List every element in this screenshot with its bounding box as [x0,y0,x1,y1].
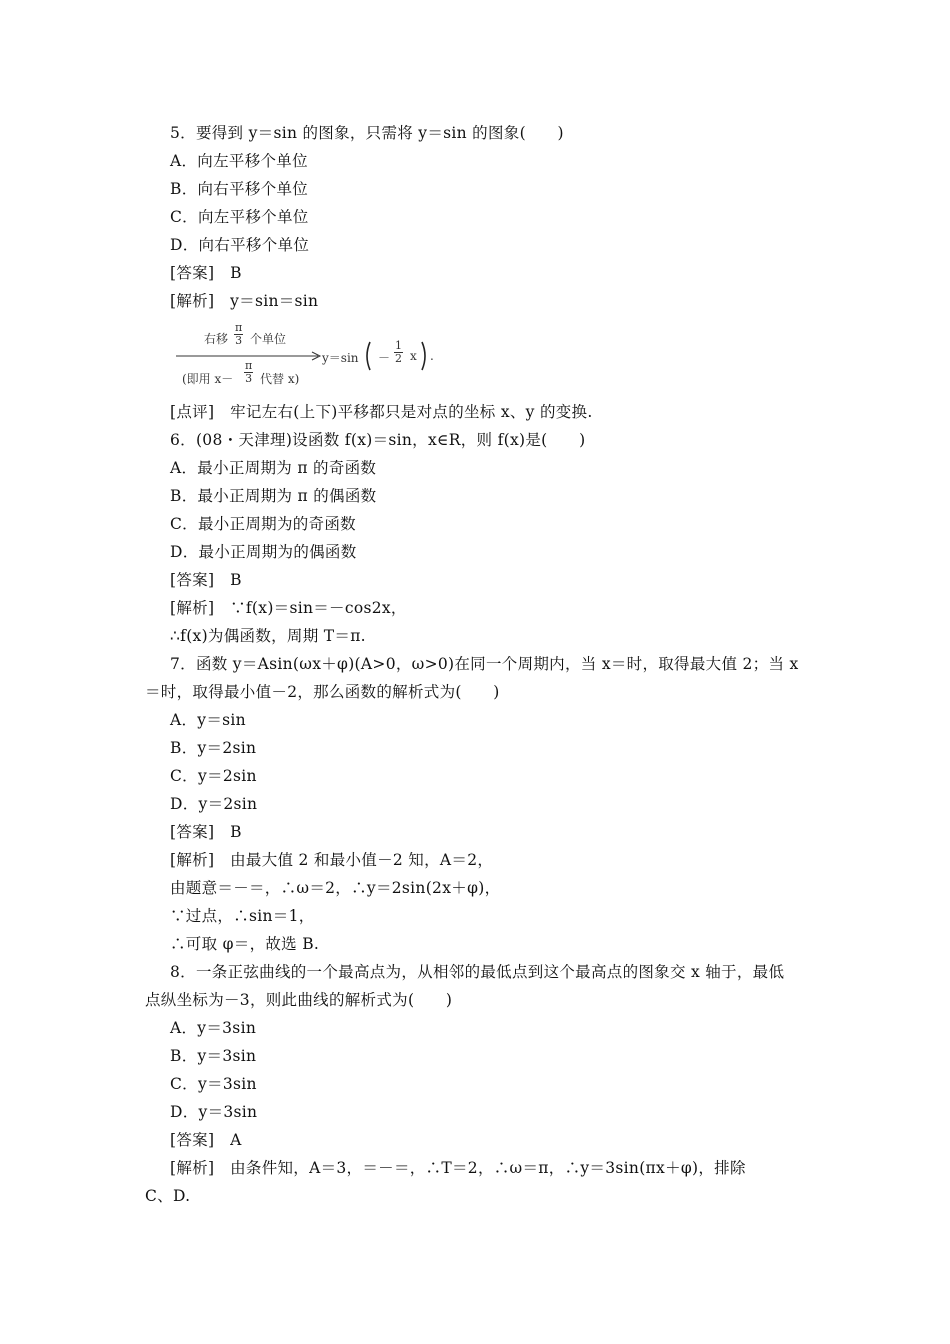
q6-option-a: A．最小正周期为 π 的奇函数 [170,459,377,477]
figure-result-end: . [430,349,434,363]
q8-analysis: [解析] 由条件知，A＝3，＝－＝，∴T＝2，∴ω＝π，∴y＝3sin(πx＋φ)，排除 [170,1159,746,1177]
question-8-stem-2: 点纵坐标为－3，则此曲线的解析式为( ) [145,991,453,1009]
q8-option-a: A．y＝3sin [170,1019,257,1037]
figure-bottom-num: π [245,359,253,372]
q6-analysis: [解析] ∵f(x)＝sin＝－cos2x， [170,599,407,617]
q5-analysis: [解析] y＝sin＝sin [170,292,319,310]
figure-top-fraction [234,322,243,347]
figure-top-right: 个单位 [250,332,287,346]
figure-top-left: 右移 [204,332,229,346]
q7-option-c: C．y＝2sin [170,767,257,785]
q5-option-d: D．向右平移个单位 [170,236,310,254]
figure-result-sign: － [378,351,391,365]
q7-option-d: D．y＝2sin [170,795,258,813]
q5-option-a: A．向左平移个单位 [170,152,308,170]
q6-option-b: B．最小正周期为 π 的偶函数 [170,487,377,505]
q8-option-b: B．y＝3sin [170,1047,257,1065]
question-5-stem: 5．要得到 y＝sin 的图象，只需将 y＝sin 的图象( ) [170,124,564,142]
figure-top-den: 3 [235,334,243,347]
question-6-stem: 6．(08・天津理)设函数 f(x)＝sin，x∈R，则 f(x)是( ) [170,431,586,449]
figure-result-num: 1 [395,339,402,352]
q7-analysis-3: ∵过点，∴sin＝1， [170,907,315,925]
q6-answer: [答案] B [170,571,242,589]
question-7-stem: 7．函数 y＝Asin(ωx＋φ)(A>0，ω>0)在同一个周期内，当 x＝时，取得最大值 2；当 x [170,655,799,673]
q5-option-b: B．向右平移个单位 [170,180,309,198]
figure-bottom-den: 3 [245,372,253,385]
q7-option-b: B．y＝2sin [170,739,257,757]
q7-option-a: A．y＝sin [170,711,246,729]
q5-comment: [点评] 牢记左右(上下)平移都只是对点的坐标 x、y 的变换. [170,403,593,421]
q8-analysis-2: C、D. [145,1187,191,1205]
q8-option-d: D．y＝3sin [170,1103,258,1121]
q6-analysis-2: ∴f(x)为偶函数，周期 T＝π. [170,627,366,645]
figure-result-fraction [394,340,403,365]
q7-analysis-4: ∴可取 φ＝，故选 B. [170,935,320,953]
question-8-stem: 8．一条正弦曲线的一个最高点为，从相邻的最低点到这个最高点的图象交 x 轴于，最低 [170,963,785,981]
q5-answer: [答案] B [170,264,242,282]
transformation-figure [170,322,470,392]
q5-option-c: C．向左平移个单位 [170,208,309,226]
q8-option-c: C．y＝3sin [170,1075,257,1093]
figure-result-prefix: y＝sin [322,351,359,365]
figure-bottom-right: 代替 x) [260,372,300,386]
figure-result-var: x [410,349,417,363]
q7-answer: [答案] B [170,823,242,841]
figure-top-num: π [235,321,243,334]
question-7-stem-2: ＝时，取得最小值－2，那么函数的解析式为( ) [145,683,500,701]
figure-bottom-left: (即用 x－ [182,372,234,386]
figure-bottom-fraction [244,360,253,385]
q6-option-d: D．最小正周期为的偶函数 [170,543,357,561]
q7-analysis-2: 由题意＝－＝，∴ω＝2，∴y＝2sin(2x＋φ)， [170,879,501,897]
q8-answer: [答案] A [170,1131,242,1149]
q7-analysis: [解析] 由最大值 2 和最小值－2 知，A＝2， [170,851,494,869]
figure-result-den: 2 [395,352,402,365]
q6-option-c: C．最小正周期为的奇函数 [170,515,356,533]
